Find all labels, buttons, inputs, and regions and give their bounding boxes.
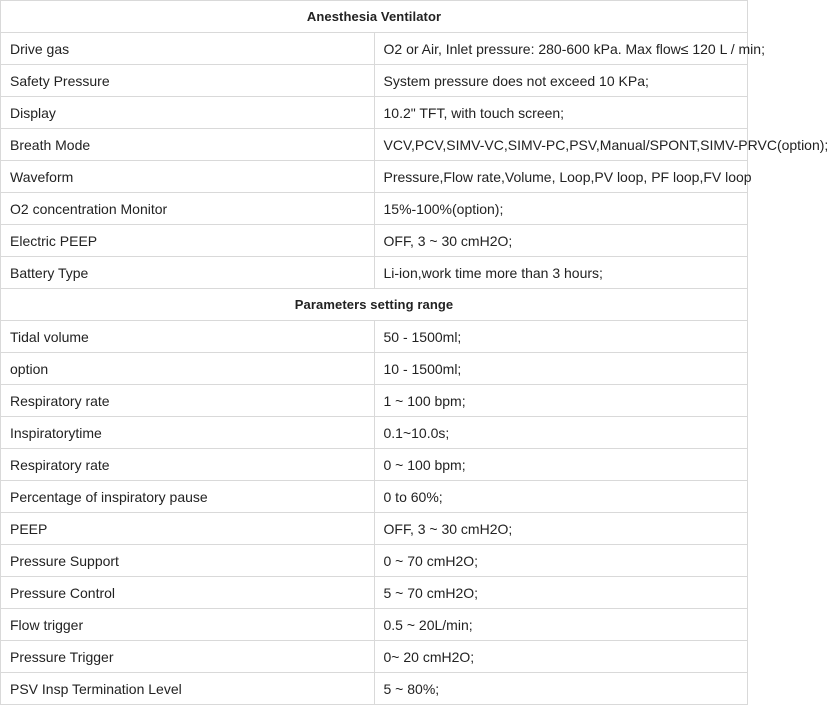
row-value: 0 ~ 70 cmH2O;: [374, 545, 748, 577]
row-label: O2 concentration Monitor: [1, 193, 375, 225]
table-row: [1, 193, 748, 225]
row-value: 15%-100%(option);: [374, 193, 748, 225]
row-label: PEEP: [1, 513, 375, 545]
table-row: [1, 129, 748, 161]
section-title: Anesthesia Ventilator: [1, 1, 748, 33]
table-row: [1, 609, 748, 641]
row-label: Waveform: [1, 161, 375, 193]
row-value: 0~ 20 cmH2O;: [374, 641, 748, 673]
row-label: Pressure Control: [1, 577, 375, 609]
table-row: [1, 417, 748, 449]
row-label: Breath Mode: [1, 129, 375, 161]
row-value: O2 or Air, Inlet pressure: 280-600 kPa. Max flow≤ 120 L / min;: [374, 33, 748, 65]
row-label: Respiratory rate: [1, 385, 375, 417]
table-row: [1, 449, 748, 481]
section-header-row: [1, 1, 748, 33]
table-row: [1, 641, 748, 673]
row-label: Inspiratorytime: [1, 417, 375, 449]
row-value: OFF, 3 ~ 30 cmH2O;: [374, 513, 748, 545]
table-row: [1, 673, 748, 705]
row-value: 1 ~ 100 bpm;: [374, 385, 748, 417]
row-value: 50 - 1500ml;: [374, 321, 748, 353]
row-value: VCV,PCV,SIMV-VC,SIMV-PC,PSV,Manual/SPONT,SIMV-PRVC(option);: [374, 129, 748, 161]
table-row: [1, 257, 748, 289]
row-label: Electric PEEP: [1, 225, 375, 257]
table-row: [1, 65, 748, 97]
row-value: 0 to 60%;: [374, 481, 748, 513]
row-value: System pressure does not exceed 10 KPa;: [374, 65, 748, 97]
row-value: 0 ~ 100 bpm;: [374, 449, 748, 481]
row-label: option: [1, 353, 375, 385]
table-row: [1, 545, 748, 577]
row-label: Respiratory rate: [1, 449, 375, 481]
row-label: Display: [1, 97, 375, 129]
row-label: Pressure Trigger: [1, 641, 375, 673]
row-label: Drive gas: [1, 33, 375, 65]
row-value: 5 ~ 80%;: [374, 673, 748, 705]
row-value: Pressure,Flow rate,Volume, Loop,PV loop, PF loop,FV loop: [374, 161, 748, 193]
row-label: Flow trigger: [1, 609, 375, 641]
table-row: [1, 161, 748, 193]
table-row: [1, 481, 748, 513]
row-value: OFF, 3 ~ 30 cmH2O;: [374, 225, 748, 257]
section-header-row: [1, 289, 748, 321]
row-label: Tidal volume: [1, 321, 375, 353]
row-label: PSV Insp Termination Level: [1, 673, 375, 705]
row-label: Safety Pressure: [1, 65, 375, 97]
table-row: [1, 97, 748, 129]
row-value: 10 - 1500ml;: [374, 353, 748, 385]
table-row: [1, 353, 748, 385]
table-row: [1, 321, 748, 353]
row-label: Pressure Support: [1, 545, 375, 577]
table-row: [1, 385, 748, 417]
row-value: Li-ion,work time more than 3 hours;: [374, 257, 748, 289]
row-value: 0.5 ~ 20L/min;: [374, 609, 748, 641]
table-row: [1, 33, 748, 65]
row-value: 5 ~ 70 cmH2O;: [374, 577, 748, 609]
row-label: Percentage of inspiratory pause: [1, 481, 375, 513]
row-label: Battery Type: [1, 257, 375, 289]
spec-table-body: [1, 1, 828, 705]
section-title: Parameters setting range: [1, 289, 748, 321]
row-value: 0.1~10.0s;: [374, 417, 748, 449]
table-row: [1, 577, 748, 609]
table-row: [1, 225, 748, 257]
row-value: 10.2" TFT, with touch screen;: [374, 97, 748, 129]
table-row: [1, 513, 748, 545]
